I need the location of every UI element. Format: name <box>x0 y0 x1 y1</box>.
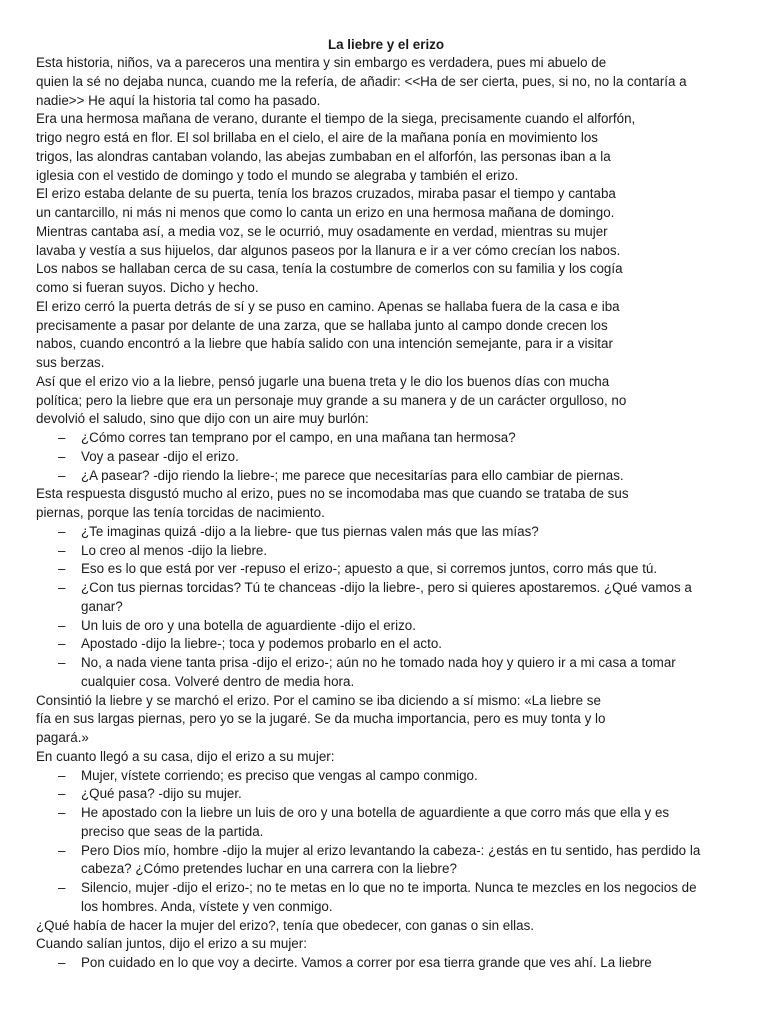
dialogue-item <box>36 560 736 579</box>
document-page <box>36 36 736 973</box>
dialogue-text: Apostado -dijo la liebre-; toca y podemos probarlo en el acto. <box>81 636 443 652</box>
paragraph-line: política; pero la liebre que era un personaje muy grande a su manera y de un carácter orgulloso, no <box>36 392 627 408</box>
dialogue-text: ¿Qué pasa? -dijo su mujer. <box>81 786 242 802</box>
paragraph-line: nabos, cuando encontró a la liebre que había salido con una intención semejante, para ir a visitar <box>36 336 613 352</box>
paragraph-line: precisamente a pasar por delante de una zarza, que se hallaba junto al campo donde crecen los <box>36 317 608 333</box>
dash-marker: – <box>58 561 66 577</box>
paragraph-line: En cuanto llegó a su casa, dijo el erizo a su mujer: <box>36 748 335 764</box>
dialogue-item <box>36 785 736 804</box>
paragraph <box>36 748 736 767</box>
dialogue-line <box>36 823 736 842</box>
paragraph <box>36 54 736 110</box>
dialogue-line <box>36 860 736 879</box>
paragraph-line: quien la sé no dejaba nunca, cuando me la refería, de añadir: <<Ha de ser cierta, pues, si no, no la contaría a <box>36 73 687 89</box>
paragraph-line: Era una hermosa mañana de verano, durante el tiempo de la siega, precisamente cuando el alforfón, <box>36 111 636 127</box>
dialogue-text: Un luis de oro y una botella de aguardiente -dijo el erizo. <box>81 617 416 633</box>
paragraph <box>36 373 736 429</box>
paragraph-line: sus berzas. <box>36 355 105 370</box>
paragraph-line: Así que el erizo vio a la liebre, pensó jugarle una buena treta y le dio los buenos días con mucha <box>36 373 610 389</box>
dialogue-text: No, a nada viene tanta prisa -dijo el erizo-; aún no he tomado nada hoy y quiero ir a mi casa a tomar <box>81 655 676 670</box>
dialogue-item <box>36 842 736 880</box>
dialogue-item <box>36 654 736 692</box>
paragraph-line: fía en sus largas piernas, pero yo se la jugaré. Se da mucha importancia, pero es muy tonta y lo <box>36 711 606 727</box>
paragraph <box>36 110 736 185</box>
dialogue-line <box>36 617 736 636</box>
dialogue-line <box>36 635 736 654</box>
paragraph <box>36 485 736 523</box>
paragraph <box>36 298 736 373</box>
dialogue-line <box>36 560 736 579</box>
dialogue-text: preciso que seas de la partida. <box>81 823 264 839</box>
dash-marker: – <box>58 786 66 802</box>
dash-marker: – <box>58 805 66 820</box>
paragraph <box>36 185 736 223</box>
dialogue-item <box>36 879 736 917</box>
paragraph-line: lavaba y vestía a sus hijuelos, dar algunos paseos por la llanura e ir a ver cómo crecían los nabos. <box>36 242 621 258</box>
paragraph-line: Esta historia, niños, va a pareceros una mentira y sin embargo es verdadera, pues mi abuelo de <box>36 55 607 70</box>
dash-marker: – <box>58 655 66 670</box>
dash-marker: – <box>58 880 66 895</box>
paragraph <box>36 692 736 748</box>
dialogue-item <box>36 617 736 636</box>
paragraph-line: devolvió el saludo, sino que dijo con un aire muy burlón: <box>36 411 369 427</box>
dialogue-item <box>36 467 736 486</box>
dialogue-line <box>36 579 736 598</box>
dialogue-line <box>36 954 736 973</box>
paragraph-line: trigo negro está en flor. El sol brillaba en el cielo, el aire de la mañana ponía en movimiento los <box>36 130 598 145</box>
dialogue-text: cualquier cosa. Volveré dentro de media hora. <box>81 673 355 689</box>
dash-marker: – <box>58 523 66 539</box>
dash-marker: – <box>58 636 66 652</box>
dash-marker: – <box>58 842 66 858</box>
dialogue-line <box>36 429 736 448</box>
paragraph-line: El erizo estaba delante de su puerta, tenía los brazos cruzados, miraba pasar el tiempo y cantaba <box>36 186 616 202</box>
paragraph-line: un cantarcillo, ni más ni menos que como lo canta un erizo en una hermosa mañana de domingo. <box>36 205 615 220</box>
dialogue-text: Pon cuidado en lo que voy a decirte. Vamos a correr por esa tierra grande que ves ahí. La liebre <box>81 955 652 970</box>
dash-marker: – <box>58 617 66 633</box>
dialogue-item <box>36 635 736 654</box>
dialogue-item <box>36 954 736 973</box>
paragraph-line: Consintió la liebre y se marchó el erizo. Por el camino se iba diciendo a sí mismo: «La liebre se <box>36 692 601 708</box>
dialogue-text: Voy a pasear -dijo el erizo. <box>81 448 239 464</box>
paragraph-line: Esta respuesta disgustó mucho al erizo, pues no se incomodaba mas que cuando se trataba de sus <box>36 486 629 502</box>
dash-marker: – <box>58 580 66 595</box>
dialogue-line <box>36 598 736 617</box>
dialogue-item <box>36 579 736 617</box>
paragraph <box>36 917 736 936</box>
paragraph-line: piernas, porque las tenía torcidas de nacimiento. <box>36 505 325 520</box>
paragraph <box>36 935 736 954</box>
dialogue-line <box>36 467 736 486</box>
paragraph-line: iglesia con el vestido de domingo y todo el mundo se alegraba y también el erizo. <box>36 167 519 183</box>
dialogue-line <box>36 523 736 542</box>
dash-marker: – <box>58 430 66 445</box>
dash-marker: – <box>58 955 66 970</box>
dialogue-line <box>36 898 736 917</box>
paragraph-line: El erizo cerró la puerta detrás de sí y se puso en camino. Apenas se hallaba fuera de la casa e iba <box>36 298 620 314</box>
dialogue-text: ¿Con tus piernas torcidas? Tú te chanceas -dijo la liebre-, pero si quieres apostaremos. ¿Qué vamos a <box>81 580 692 595</box>
dialogue-item <box>36 767 736 786</box>
dialogue-item <box>36 523 736 542</box>
document-title: La liebre y el erizo <box>327 37 445 52</box>
document-body <box>36 54 736 973</box>
paragraph-line: como si fueran suyos. Dicho y hecho. <box>36 280 259 295</box>
dialogue-item <box>36 429 736 448</box>
paragraph-line: nadie>> He aquí la historia tal como ha pasado. <box>36 92 321 108</box>
paragraph-line: ¿Qué había de hacer la mujer del erizo?, tenía que obedecer, con ganas o sin ellas. <box>36 917 535 933</box>
paragraph <box>36 223 736 261</box>
dialogue-text: ¿Cómo corres tan temprano por el campo, en una mañana tan hermosa? <box>81 430 516 445</box>
dialogue-line <box>36 767 736 786</box>
dialogue-line <box>36 785 736 804</box>
dialogue-line <box>36 542 736 561</box>
dialogue-line <box>36 448 736 467</box>
dash-marker: – <box>58 542 66 558</box>
dialogue-text: Pero Dios mío, hombre -dijo la mujer al erizo levantando la cabeza-: ¿estás en tu sentido, has perdido la <box>81 842 701 858</box>
dialogue-line <box>36 673 736 692</box>
dialogue-text: Mujer, vístete corriendo; es preciso que vengas al campo conmigo. <box>81 767 478 783</box>
dialogue-text: ¿A pasear? -dijo riendo la liebre-; me parece que necesitarías para ello cambiar de piernas. <box>81 467 624 483</box>
dialogue-item <box>36 804 736 842</box>
dialogue-line <box>36 804 736 823</box>
dialogue-text: Eso es lo que está por ver -repuso el erizo-; apuesto a que, si corremos juntos, corro más que tú. <box>81 561 658 577</box>
paragraph-line: Cuando salían juntos, dijo el erizo a su mujer: <box>36 936 307 952</box>
paragraph-line: Mientras cantaba así, a media voz, se le ocurrió, muy osadamente en verdad, mientras su mujer <box>36 223 608 239</box>
dialogue-line <box>36 879 736 898</box>
paragraph <box>36 260 736 298</box>
dialogue-line <box>36 654 736 673</box>
dialogue-text: ¿Te imaginas quizá -dijo a la liebre- que tus piernas valen más que las mías? <box>81 523 539 539</box>
dialogue-text: ganar? <box>81 598 123 614</box>
dialogue-text: Silencio, mujer -dijo el erizo-; no te metas en lo que no te importa. Nunca te mezcles en los negocios de <box>81 880 697 895</box>
dash-marker: – <box>58 448 66 464</box>
dialogue-text: He apostado con la liebre un luis de oro y una botella de aguardiente a que corro más que ella y es <box>81 805 670 820</box>
dialogue-item <box>36 448 736 467</box>
dialogue-item <box>36 542 736 561</box>
dialogue-text: Lo creo al menos -dijo la liebre. <box>81 542 268 558</box>
dash-marker: – <box>58 767 66 783</box>
dialogue-text: los hombres. Anda, vístete y ven conmigo. <box>81 898 333 914</box>
paragraph-line: trigos, las alondras cantaban volando, las abejas zumbaban en el alforfón, las personas iban a la <box>36 148 611 164</box>
dialogue-text: cabeza? ¿Cómo pretendes luchar en una carrera con la liebre? <box>81 861 457 877</box>
dialogue-line <box>36 842 736 861</box>
paragraph-line: pagará.» <box>36 730 89 745</box>
dash-marker: – <box>58 467 66 483</box>
paragraph-line: Los nabos se hallaban cerca de su casa, tenía la costumbre de comerlos con su familia y los cogía <box>36 261 623 277</box>
